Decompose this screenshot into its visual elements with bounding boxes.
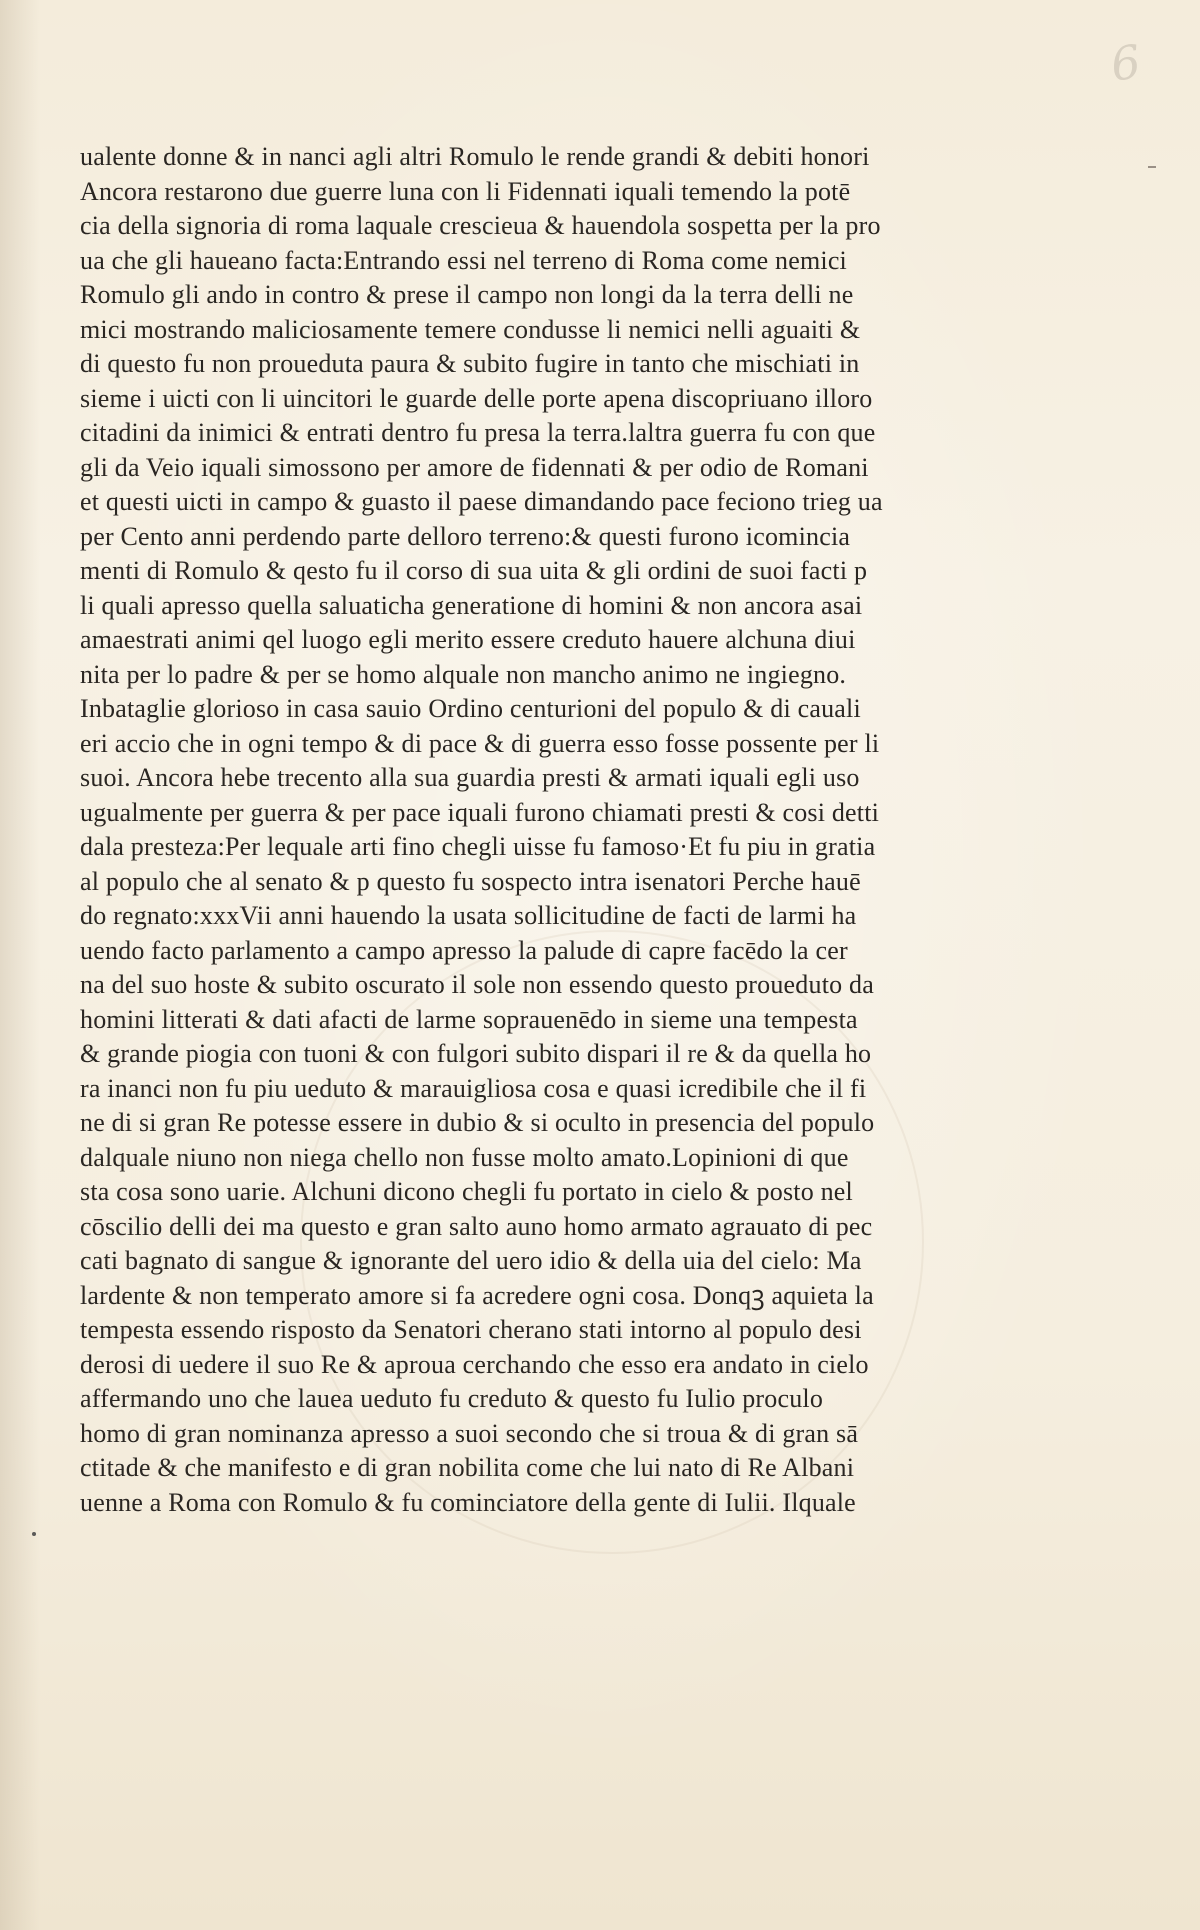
text-line: ne di si gran Re potesse essere in dubio & si oculto in presencia del populo [80, 1108, 875, 1137]
text-line: uenne a Roma con Romulo & fu cominciatore della gente di Iulii. Ilquale [80, 1487, 856, 1517]
text-line: dalquale niuno non niega chello non fusse molto amato.Lopinioni di que [80, 1142, 849, 1172]
text-line: eri accio che in ogni tempo & di pace & di guerra esso fosse possente per li [80, 728, 880, 758]
text-line: al populo che al senato & p questo fu sospecto intra isenatori Perche hauē [80, 866, 861, 896]
text-line: do regnato:xxxVii anni hauendo la usata sollicitudine de facti de larmi ha [80, 901, 857, 930]
text-line: cia della signoria di roma laquale crescieua & hauendola sospetta per la pro [80, 211, 881, 240]
text-line: per Cento anni perdendo parte delloro terreno:& questi furono icomincia [80, 521, 851, 551]
text-line: ua che gli haueano facta:Entrando essi nel terreno di Roma come nemici [80, 245, 847, 275]
folio-number: 6 [1107, 34, 1144, 92]
text-line: derosi di uedere il suo Re & aproua cerchando che esso era andato in cielo [80, 1349, 869, 1379]
text-line: Romulo gli ando in contro & prese il campo non longi da la terra delli ne [80, 280, 854, 309]
text-line: uendo facto parlamento a campo apresso la palude di capre facēdo la cer [80, 935, 848, 965]
text-line: li quali apresso quella saluaticha generatione di homini & non ancora asai [80, 590, 863, 620]
text-line: suoi. Ancora hebe trecento alla sua guardia presti & armati iquali egli uso [80, 763, 860, 792]
text-line: ctitade & che manifesto e di gran nobilita come che lui nato di Re Albani [80, 1453, 855, 1482]
text-line: mici mostrando maliciosamente temere condusse li nemici nelli aguaiti & [80, 314, 861, 344]
text-line: ra inanci non fu piu ueduto & marauigliosa cosa e quasi icredibile che il fi [80, 1073, 867, 1103]
text-line: homo di gran nominanza apresso a suoi secondo che si troua & di gran sā [80, 1418, 859, 1448]
text-line: affermando uno che lauea ueduto fu creduto & questo fu Iulio proculo [80, 1384, 824, 1413]
text-line: amaestrati animi qel luogo egli merito essere creduto hauere alchuna diui [80, 625, 856, 654]
text-block [80, 140, 960, 1520]
text-line: sieme i uicti con li uincitori le guarde delle porte apena discopriuano illoro [80, 383, 873, 413]
text-line: dala presteza:Per lequale arti fino chegli uisse fu famoso·Et fu piu in gratia [80, 832, 876, 861]
text-line: na del suo hoste & subito oscurato il sole non essendo questo proueduto da [80, 970, 874, 999]
text-line: ugualmente per guerra & per pace iquali furono chiamati presti & cosi detti [80, 797, 880, 827]
text-line: tempesta essendo risposto da Senatori cherano stati intorno al populo desi [80, 1315, 862, 1344]
text-line: & grande piogia con tuoni & con fulgori subito dispari il re & da quella ho [80, 1039, 872, 1068]
margin-mark [1148, 166, 1156, 168]
text-line: citadini da inimici & entrati dentro fu presa la terra.laltra guerra fu con que [80, 418, 876, 447]
text-line: Inbataglie glorioso in casa sauio Ordino centurioni del populo & di cauali [80, 694, 861, 723]
text-line: nita per lo padre & per se homo alquale non mancho animo ne ingiegno. [80, 659, 847, 689]
text-line: Ancora restarono due guerre luna con li Fidennati iquali temendo la potē [80, 176, 851, 206]
margin-dot [32, 1532, 36, 1536]
text-line: gli da Veio iquali simossono per amore de fidennati & per odio de Romani [80, 452, 869, 482]
text-line: cōscilio delli dei ma questo e gran salto auno homo armato agrauato di pec [80, 1211, 873, 1241]
text-line: ualente donne & in nanci agli altri Romulo le rende grandi & debiti honori [80, 142, 870, 171]
text-line: lardente & non temperato amore si fa acredere ogni cosa. Donqꝫ aquieta la [80, 1280, 874, 1310]
text-line: cati bagnato di sangue & ignorante del uero idio & della uia del cielo: Ma [80, 1246, 862, 1275]
text-line: et questi uicti in campo & guasto il paese dimandando pace feciono trieg ua [80, 487, 883, 516]
text-line: homini litterati & dati afacti de larme soprauenēdo in sieme una tempesta [80, 1004, 858, 1034]
text-line: menti di Romulo & qesto fu il corso di sua uita & gli ordini de suoi facti p [80, 556, 868, 585]
text-line: di questo fu non proueduta paura & subito fugire in tanto che mischiati in [80, 349, 860, 378]
text-line: sta cosa sono uarie. Alchuni dicono chegli fu portato in cielo & posto nel [80, 1177, 853, 1206]
